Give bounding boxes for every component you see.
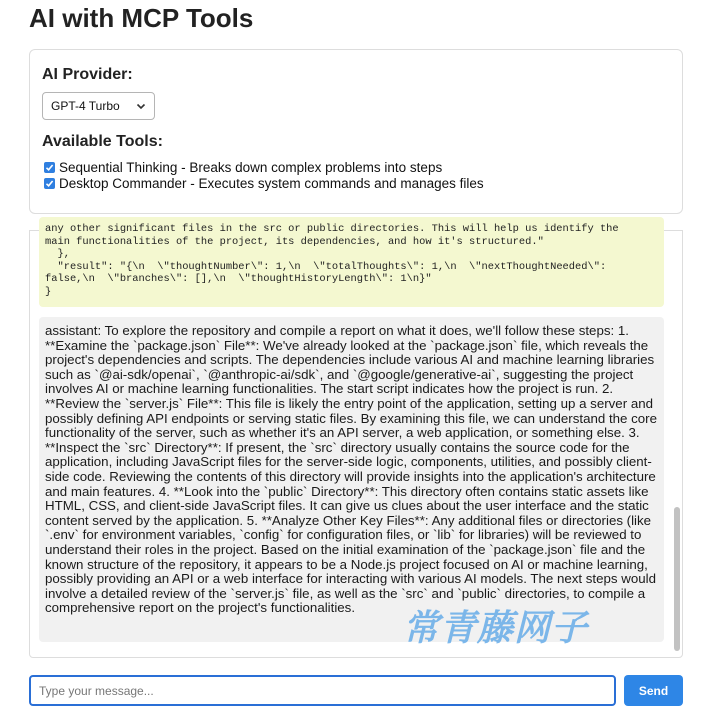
checkmark-icon (45, 179, 54, 188)
tools-label: Available Tools: (42, 133, 163, 150)
tool-result-message: any other significant files in the src or public directories. This will help us identify the main functionalities of the project, its dependencies, and how it's structured." }, "result": "{\n \"thoughtNumber\": 1,\n \"totalThoughts\": 1,\n \"nextThoughtNeeded\": false,\n \"branches\": [],\n \"thoughtHistoryLength\": 1\n}" } (39, 217, 664, 307)
provider-label: AI Provider: (42, 66, 133, 83)
page-title: AI with MCP Tools (29, 3, 254, 33)
watermark: 常青藤网子 (403, 608, 589, 649)
settings-panel (29, 49, 683, 214)
provider-select-value: GPT-4 Turbo (51, 99, 120, 113)
chat-scrollbar[interactable] (672, 231, 680, 657)
tool-label-sequential-thinking: Sequential Thinking - Breaks down complex problems into steps (59, 160, 443, 175)
message-input[interactable]: Type your message... (29, 675, 616, 706)
chat-scrollbar-thumb[interactable] (674, 507, 680, 651)
checkmark-icon (45, 163, 54, 172)
checkbox-sequential-thinking[interactable] (44, 162, 55, 173)
chat-messages[interactable] (29, 223, 683, 658)
assistant-message: assistant: To explore the repository and compile a report on what it does, we'll follow these steps: 1. **Examine the `package.json` File**: We've already looked at the `package.json` file, which reveals the project's dependencies and scripts. The dependencies include various AI and machine learning libraries such as `@ai-sdk/openai`, `@anthropic-ai/sdk`, and `@google/generative-ai`, suggesting the project involves AI or machine learning functionalities. The start script indicates how the project is run. 2. **Review the `server.js` File**: This file is likely the entry point of the application, setting up a server and possibly defining API endpoints or serving static files. By examining this file, we can understand the core functionality of the server, such as whether it's an API server, a web application, or something else. 3. **Inspect the `src` Directory**: If present, the `src` directory usually contains the source code for the application, including JavaScript files for the server-side logic, components, utilities, and possibly client-side code. Reviewing the contents of this directory will provide insights into the application's architecture and main features. 4. **Look into the `public` Directory**: This directory often contains static assets like HTML, CSS, and client-side JavaScript files. It can give us clues about the user interface and the static content served by the application. 5. **Analyze Other Key Files**: Any additional files or directories (like `.env` for environment variables, `config` for configuration files, or `lib` for libraries) will be reviewed to understand their roles in the project. Based on the initial examination of the `package.json` file and the known structure of the repository, it appears to be a Node.js project focused on AI or machine learning, possibly providing an API or a web interface for interacting with various AI models. The next steps would involve a detailed review of the `server.js` file, as well as the `src` and `public` directories, to compile a comprehensive report on the project's functionalities. (39, 317, 664, 642)
send-button[interactable]: Send (624, 675, 683, 706)
tool-option-desktop-commander[interactable] (44, 176, 484, 191)
tool-option-sequential-thinking[interactable] (44, 160, 442, 175)
chevron-down-icon (135, 100, 147, 112)
checkbox-desktop-commander[interactable] (44, 178, 55, 189)
tool-label-desktop-commander: Desktop Commander - Executes system commands and manages files (59, 176, 484, 191)
provider-select[interactable] (42, 92, 155, 120)
